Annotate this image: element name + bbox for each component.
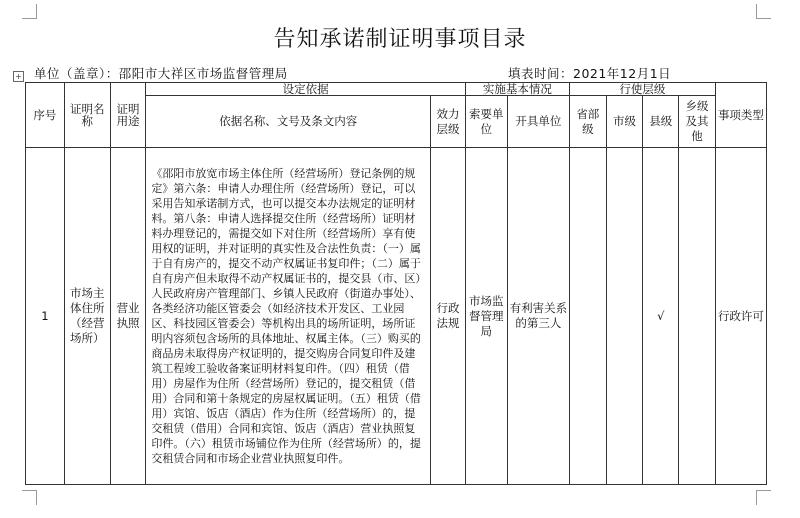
header-city: 市级 <box>606 96 643 148</box>
crop-mark-top-left <box>22 4 37 19</box>
header-cert-use: 证明用途 <box>110 83 146 148</box>
header-requester: 索要单位 <box>465 96 507 148</box>
header-group-basis: 设定依据 <box>146 83 465 96</box>
header-group-implementation: 实施基本情况 <box>465 83 569 96</box>
cell-province[interactable] <box>569 148 606 485</box>
header-county: 县级 <box>643 96 679 148</box>
crop-mark-bottom-right <box>756 490 771 505</box>
certification-table <box>25 82 767 485</box>
unit-label: 单位（盖章）：邵阳市大祥区市场监督管理局 <box>34 66 288 81</box>
cell-law-text[interactable]: 《邵阳市放宽市场主体住所（经营场所）登记条例的规定》第六条：申请人办理住所（经营场所）登记，可以采用告知承诺制方式，也可以提交本办法规定的证明材料。第八条：申请人选择提交住所（经营场所）证明材料办理登记的，需提交如下对住所（经营场所）享有使用权的证明，并对证明的真实性及合法性负责：（一）属于自有房产的，提交不动产权属证书复印件；（二）属于自有房产但未取得不动产权属证书的，提交县（市、区）人民政府房产管理部门、乡镇人民政府（街道办事处）、各类经济功能区管委会（如经济技术开发区、工业园区、科技园区管委会）等机构出具的场所证明，场所证明内容须包含场所的具体地址、权属主体。（三）购买的商品房未取得房产权证明的，提交购房合同复印件及建筑工程竣工验收备案证明材料复印件。（四）租赁（借用）房屋作为住所（经营场所）登记的，提交租赁（借用）合同和第十条规定的房屋权属证明。（五）租赁（借用）宾馆、饭店（酒店）作为住所（经营场所）的，提交租赁（借用）合同和宾馆、饭店（酒店）营业执照复印件。（六）租赁市场铺位作为住所（经营场所）的，提交租赁合同和市场企业营业执照复印件。 <box>146 148 431 485</box>
header-effect-level: 效力层级 <box>431 96 466 148</box>
cell-county[interactable]: √ <box>643 148 679 485</box>
header-item-type: 事项类型 <box>715 83 766 148</box>
cell-city[interactable] <box>606 148 643 485</box>
crop-mark-bottom-left <box>22 490 37 505</box>
table-move-handle-icon[interactable]: + <box>13 71 24 82</box>
cell-effect-level[interactable]: 行政法规 <box>431 148 466 485</box>
cell-item-type[interactable]: 行政许可 <box>715 148 766 485</box>
table-row <box>26 148 767 485</box>
header-township: 乡级及其他 <box>679 96 716 148</box>
header-issuer: 开具单位 <box>507 96 569 148</box>
cell-issuer[interactable]: 有利害关系的第三人 <box>507 148 569 485</box>
cell-cert-use[interactable]: 营业执照 <box>110 148 146 485</box>
cell-township[interactable] <box>679 148 716 485</box>
document-title: 告知承诺制证明事项目录 <box>273 27 527 52</box>
cell-seq[interactable]: 1 <box>26 148 65 485</box>
header-province: 省部级 <box>569 96 606 148</box>
fill-date: 填表时间：2021年12月1日 <box>508 66 672 81</box>
header-group-exercise-level: 行使层级 <box>569 83 715 96</box>
cell-requester[interactable]: 市场监督管理局 <box>465 148 507 485</box>
crop-mark-top-right <box>756 4 771 19</box>
header-law-name: 依据名称、文号及条文内容 <box>146 96 431 148</box>
header-cert-name: 证明名称 <box>64 83 110 148</box>
cell-cert-name[interactable]: 市场主体住所（经营场所） <box>64 148 110 485</box>
header-seq: 序号 <box>26 83 65 148</box>
